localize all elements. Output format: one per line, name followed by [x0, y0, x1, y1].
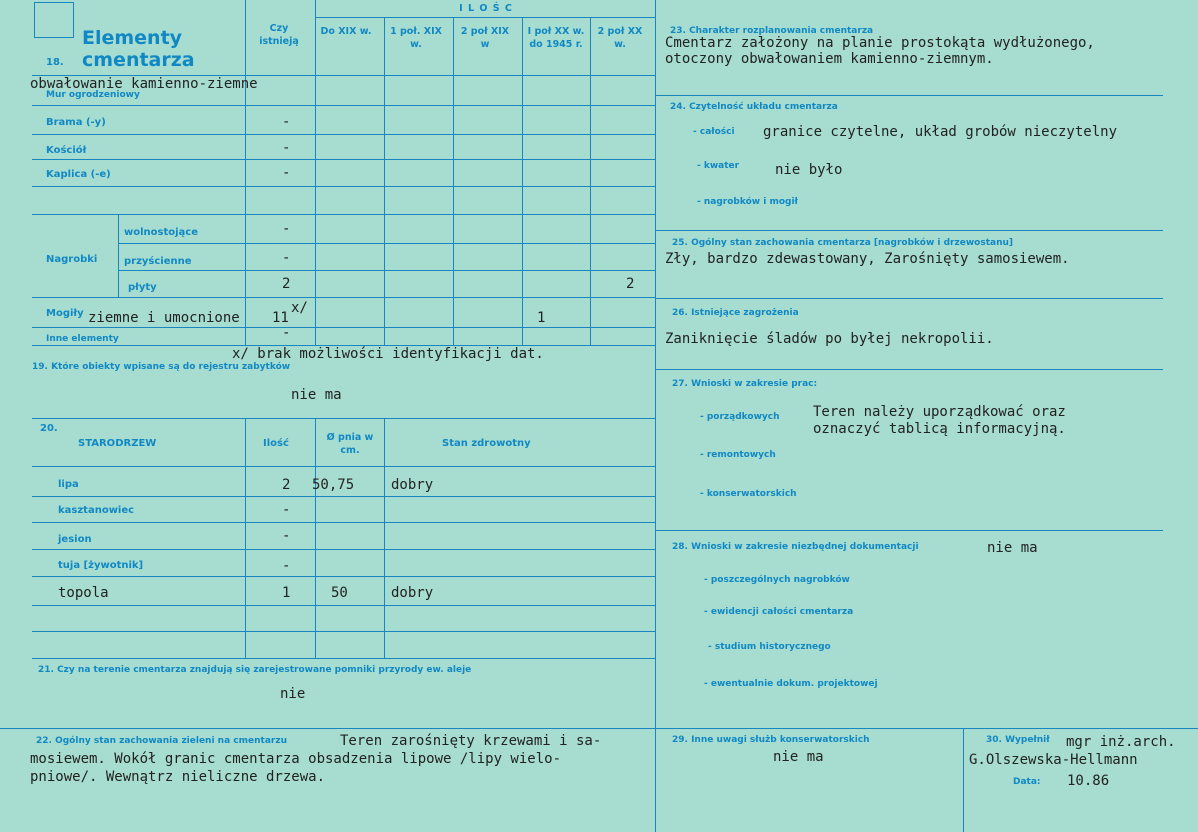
card-letter-box [34, 2, 74, 38]
section-20-number: 20. [40, 423, 58, 434]
przyscienne-czy: - [282, 250, 291, 266]
section-19-answer: nie ma [291, 387, 342, 403]
section-23-text-1: Cmentarz założony na planie prostokąta wydłużonego, [665, 35, 1095, 51]
brama-czy: - [282, 114, 291, 130]
dok-nagrobkow-label: - poszczególnych nagrobków [704, 575, 850, 585]
section-29-label: 29. Inne uwagi służb konserwatorskich [672, 735, 870, 745]
section-18-title: Elementy [82, 27, 183, 49]
tree-row-5-ilosc: 1 [282, 585, 291, 601]
plyty-2pol-xx: 2 [626, 276, 635, 292]
tree-row-3-name: jesion [58, 534, 92, 545]
row-mur-label: Mur ogrodzeniowy [46, 90, 140, 100]
plyty-czy: 2 [282, 276, 291, 292]
section-22-label: 22. Ogólny stan zachowania zieleni na cmentarzu [36, 736, 287, 746]
section-28-label: 28. Wnioski w zakresie niezbędnej dokumentacji [672, 542, 919, 552]
section-18-title-2: cmentarza [82, 49, 195, 71]
col-2pol-xix: 2 poł XIX w [460, 26, 510, 50]
row-brama-label: Brama (-y) [46, 117, 106, 128]
tree-row-1-stan: dobry [391, 477, 434, 493]
mogily-1pol-xx: 1 [537, 310, 546, 326]
kaplica-czy: - [282, 165, 291, 181]
tree-row-1-pnia: 50,75 [312, 477, 355, 493]
section-30-label: 30. Wypełnił [986, 735, 1050, 745]
tree-row-4-name: tuja [żywotnik] [58, 560, 144, 571]
row-przyscienne-label: przyścienne [124, 256, 192, 267]
date-value: 10.86 [1067, 773, 1110, 789]
filled-by-title: mgr inż.arch. [1066, 734, 1176, 750]
col-1pol-xx: I poł XX w. do 1945 r. [527, 26, 585, 50]
mogily-typed-value: ziemne i umocnione [88, 310, 240, 326]
czytelnosc-calosci-label: - całości [693, 127, 735, 137]
mur-typed-value: obwałowanie kamienno-ziemne [30, 76, 258, 92]
wnioski-porzadkowych-value-1: Teren należy uporządkować oraz [813, 404, 1066, 420]
col-do-xix: Do XIX w. [320, 26, 372, 37]
wnioski-porzadkowych-label: - porządkowych [700, 412, 780, 422]
tree-row-5-pnia: 50 [331, 585, 348, 601]
section-21-answer: nie [280, 686, 306, 702]
tree-row-1-name: lipa [58, 479, 79, 490]
col-ilosc-header: I L O Ś C [459, 3, 513, 14]
section-22-text-3: pniowe/. Wewnątrz nieliczne drzewa. [30, 769, 326, 785]
row-wolnostojace-label: wolnostojące [124, 227, 199, 238]
czytelnosc-kwater-value: nie było [775, 162, 843, 178]
mogily-czy: 11 [272, 310, 289, 326]
section-23-text-2: otoczony obwałowaniem kamienno-ziemnym. [665, 51, 994, 67]
section-26-text: Zaniknięcie śladów po byłej nekropolii. [665, 331, 994, 347]
col-pnia: Ø pnia w cm. [326, 432, 374, 456]
section-21-label: 21. Czy na terenie cmentarza znajdują się zarejestrowane pomniki przyrody ew. aleje [38, 665, 472, 675]
section-22-text-2: mosiewem. Wokół granic cmentarza obsadzenia lipowe /lipy wielo- [30, 751, 562, 767]
col-ilosc: Ilość [263, 438, 289, 449]
col-stan: Stan zdrowotny [442, 438, 531, 449]
section-27-label: 27. Wnioski w zakresie prac: [672, 379, 818, 389]
czytelnosc-nagrobkow-label: - nagrobków i mogił [697, 197, 798, 207]
tree-row-4-ilosc: - [282, 558, 291, 574]
row-kosciol-label: Kościół [46, 145, 87, 156]
czytelnosc-kwater-label: - kwater [697, 161, 740, 171]
col-1pol-xix: 1 poł. XIX w. [390, 26, 442, 50]
inne-czy: - [282, 325, 291, 341]
tree-row-2-ilosc: - [282, 502, 291, 518]
col-starodrzew: STARODRZEW [78, 438, 157, 449]
section-22-text-1: Teren zarośnięty krzewami i sa- [340, 733, 602, 749]
col-2pol-xx: 2 poł XX w. [597, 26, 643, 50]
tree-row-5-name: topola [58, 585, 109, 601]
tree-row-2-name: kasztanowiec [58, 505, 135, 516]
wnioski-porzadkowych-value-2: oznaczyć tablicą informacyjną. [813, 421, 1066, 437]
section-23-label: 23. Charakter rozplanowania cmentarza [670, 26, 874, 36]
row-inne-label: Inne elementy [46, 334, 119, 344]
section-28-answer: nie ma [987, 540, 1038, 556]
dok-projektowej-label: - ewentualnie dokum. projektowej [704, 679, 878, 689]
wnioski-remontowych-label: - remontowych [700, 450, 776, 460]
tree-row-1-ilosc: 2 [282, 477, 291, 493]
czytelnosc-calosci-value: granice czytelne, układ grobów nieczytelny [763, 124, 1118, 140]
section-18-number: 18. [46, 57, 64, 68]
row-kaplica-label: Kaplica (-e) [46, 169, 111, 180]
mogily-mark: x/ [291, 300, 308, 316]
dok-ewidencji-label: - ewidencji całości cmentarza [704, 607, 854, 617]
row-mogily-label: Mogiły [46, 308, 84, 319]
section-25-text: Zły, bardzo zdewastowany, Zarośnięty samosiewem. [665, 251, 1070, 267]
section-26-label: 26. Istniejące zagrożenia [672, 308, 799, 318]
col-czy-istnieja: Czy istnieją [259, 23, 299, 47]
dok-studium-label: - studium historycznego [708, 642, 831, 652]
section-25-label: 25. Ogólny stan zachowania cmentarza [nagrobków i drzewostanu] [672, 238, 1013, 248]
section-19-label: 19. Które obiekty wpisane są do rejestru zabytków [32, 362, 291, 372]
date-label: Data: [1013, 777, 1041, 787]
tree-row-5-stan: dobry [391, 585, 434, 601]
filled-by-name: G.Olszewska-Hellmann [969, 752, 1138, 768]
wnioski-konserwatorskich-label: - konserwatorskich [700, 489, 797, 499]
section-24-label: 24. Czytelność układu cmentarza [670, 102, 838, 112]
tree-row-3-ilosc: - [282, 528, 291, 544]
wolnostojace-czy: - [282, 221, 291, 237]
footnote: x/ brak możliwości identyfikacji dat. [232, 346, 544, 362]
row-plyty-label: płyty [128, 282, 157, 293]
section-29-answer: nie ma [773, 749, 824, 765]
kosciol-czy: - [282, 140, 291, 156]
nagrobki-label: Nagrobki [46, 254, 98, 265]
